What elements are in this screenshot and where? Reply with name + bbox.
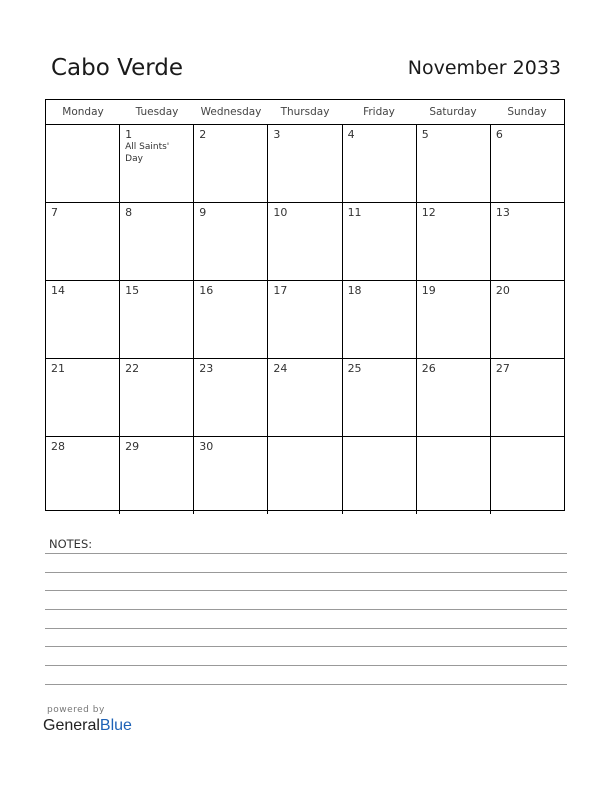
note-line	[45, 628, 567, 629]
day-number: 8	[125, 206, 133, 219]
day-number: 28	[51, 440, 65, 453]
calendar-day-cell	[120, 125, 194, 202]
day-number: 30	[199, 440, 214, 453]
day-number: 4	[347, 128, 355, 141]
note-line	[45, 646, 567, 647]
note-line	[45, 665, 567, 666]
calendar-day-cell	[417, 437, 491, 514]
calendar-day-cell	[417, 203, 491, 280]
weekday-header: Friday	[363, 106, 395, 118]
calendar-day-cell	[343, 125, 417, 202]
calendar-day-cell	[120, 281, 194, 358]
day-number: 29	[125, 440, 140, 453]
calendar-day-cell	[417, 125, 491, 202]
calendar-day-cell	[343, 437, 417, 514]
day-number: 25	[347, 362, 362, 375]
calendar-day-cell	[268, 125, 342, 202]
calendar-day-cell	[46, 125, 120, 202]
calendar-day-cell	[120, 203, 194, 280]
calendar-day-cell	[343, 359, 417, 436]
calendar-day-cell	[491, 281, 564, 358]
note-line	[45, 590, 567, 591]
calendar-country-title: Cabo Verde	[51, 55, 184, 81]
generalblue-logo[interactable]	[43, 717, 132, 735]
day-number: 22	[125, 362, 140, 375]
calendar-day-cell	[491, 203, 564, 280]
day-number: 26	[421, 362, 436, 375]
calendar-day-cell	[46, 281, 120, 358]
day-number: 2	[199, 128, 207, 141]
calendar-week-row	[46, 359, 564, 437]
calendar-day-cell	[194, 203, 268, 280]
day-number: 27	[495, 362, 510, 375]
day-number: 13	[495, 206, 510, 219]
holiday-label: All Saints' Day	[125, 142, 170, 164]
day-number: 20	[495, 284, 510, 297]
notes-label: NOTES:	[49, 537, 93, 551]
calendar-day-cell	[120, 359, 194, 436]
brand-general-text: General	[43, 717, 100, 734]
calendar-day-cell	[268, 359, 342, 436]
note-line	[45, 609, 567, 610]
day-number: 11	[347, 206, 362, 219]
calendar-month-title: November 2033	[407, 57, 561, 79]
calendar-day-cell	[268, 281, 342, 358]
calendar-day-cell	[268, 437, 342, 514]
calendar-week-row	[46, 125, 564, 203]
calendar-day-cell	[46, 437, 120, 514]
brand-blue-text: Blue	[99, 717, 132, 734]
calendar-week-row	[46, 437, 564, 514]
weekday-header: Sunday	[507, 106, 547, 118]
weekday-header-row	[46, 100, 564, 125]
day-number: 24	[273, 362, 288, 375]
day-number: 6	[495, 128, 503, 141]
day-number: 1	[125, 128, 133, 141]
calendar-day-cell	[46, 203, 120, 280]
day-number: 12	[421, 206, 436, 219]
day-number: 21	[51, 362, 65, 375]
powered-by-text: powered by	[47, 705, 105, 715]
weekday-header: Tuesday	[135, 106, 179, 118]
calendar-grid	[45, 99, 565, 511]
calendar-day-cell	[194, 359, 268, 436]
note-line	[45, 684, 567, 685]
calendar-day-cell	[491, 125, 564, 202]
calendar-week-row	[46, 281, 564, 359]
calendar-day-cell	[491, 359, 564, 436]
day-number: 23	[199, 362, 214, 375]
day-number: 19	[421, 284, 436, 297]
calendar-day-cell	[194, 281, 268, 358]
calendar-day-cell	[194, 125, 268, 202]
calendar-day-cell	[417, 281, 491, 358]
weekday-header: Saturday	[429, 106, 477, 118]
calendar-day-cell	[343, 203, 417, 280]
weekday-header: Wednesday	[200, 106, 262, 118]
calendar-day-cell	[120, 437, 194, 514]
calendar-day-cell	[46, 359, 120, 436]
day-number: 3	[273, 128, 281, 141]
day-number: 16	[199, 284, 214, 297]
weekday-header: Thursday	[280, 106, 330, 118]
calendar-day-cell	[417, 359, 491, 436]
calendar-day-cell	[491, 437, 564, 514]
day-number: 9	[199, 206, 207, 219]
calendar-day-cell	[343, 281, 417, 358]
day-number: 7	[51, 206, 58, 219]
calendar-day-cell	[194, 437, 268, 514]
day-number: 18	[347, 284, 362, 297]
calendar-day-cell	[268, 203, 342, 280]
day-number: 15	[125, 284, 140, 297]
day-number: 17	[273, 284, 288, 297]
calendar-week-row	[46, 203, 564, 281]
weekday-header: Monday	[62, 106, 104, 118]
note-line	[45, 553, 567, 554]
day-number: 14	[51, 284, 65, 297]
note-line	[45, 572, 567, 573]
day-number: 5	[421, 128, 429, 141]
day-number: 10	[273, 206, 288, 219]
